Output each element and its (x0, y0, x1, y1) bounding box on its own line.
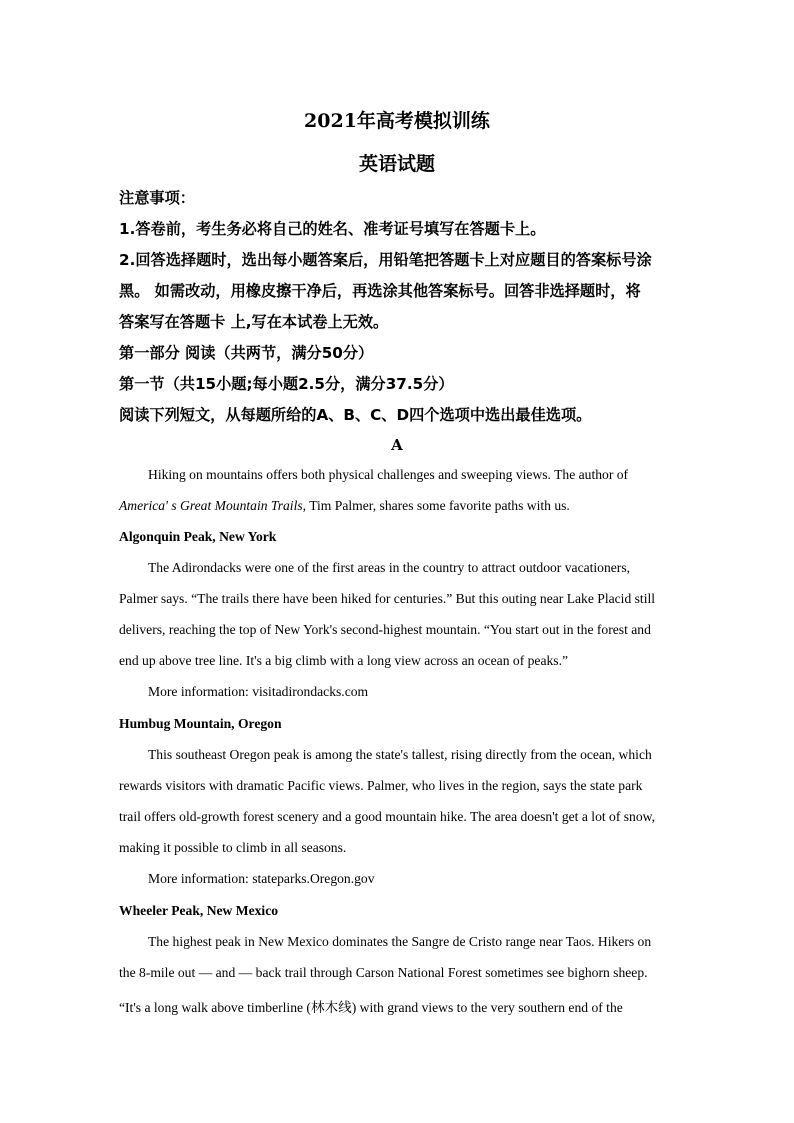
paragraph-line: rewards visitors with dramatic Pacific views. Palmer, who lives in the region, says the state park (119, 778, 643, 793)
instruction-line: 1.答卷前，考生务必将自己的姓名、准考证号填写在答题卡上。 (119, 220, 546, 238)
paragraph-line: The highest peak in New Mexico dominates the Sangre de Cristo range near Taos. Hikers on (148, 934, 652, 949)
exam-title: 2021年高考模拟训练 (304, 110, 490, 132)
trail-heading-algonquin: Algonquin Peak, New York (119, 529, 277, 544)
passage-intro-line: Hiking on mountains offers both physical challenges and sweeping views. The author of (148, 467, 629, 482)
paragraph-line: This southeast Oregon peak is among the state's tallest, rising directly from the ocean, which (148, 747, 652, 762)
paragraph-line: The Adirondacks were one of the first areas in the country to attract outdoor vacationers, (148, 560, 631, 575)
paragraph-line: “It's a long walk above timberline (林木线) with grand views to the very southern end of the (119, 1000, 623, 1015)
passage-intro-line (119, 498, 679, 514)
reading-directions: 阅读下列短文，从每题所给的A、B、C、D四个选项中选出最佳选项。 (119, 406, 592, 424)
instruction-line: 2.回答选择题时，选出每小题答案后，用铅笔把答题卡上对应题目的答案标号涂 (119, 251, 652, 269)
paragraph-line: end up above tree line. It's a big climb with a long view across an ocean of peaks.” (119, 653, 569, 668)
paragraph-line: trail offers old-growth forest scenery and a good mountain hike. The area doesn't get a lot of snow, (119, 809, 655, 824)
part-one-heading: 第一部分 阅读（共两节，满分50分） (119, 344, 374, 362)
paragraph-line: Palmer says. “The trails there have been hiked for centuries.” But this outing near Lake Placid still (119, 591, 656, 606)
more-info-line: More information: visitadirondacks.com (148, 684, 369, 699)
section-one-heading: 第一节（共15小题;每小题2.5分，满分37.5分） (119, 375, 454, 393)
book-title: America' s Great Mountain Trails (119, 498, 303, 513)
instruction-line: 黑。 如需改动，用橡皮擦干净后，再选涂其他答案标号。回答非选择题时，将 (119, 282, 641, 300)
exam-subtitle: 英语试题 (358, 153, 435, 175)
more-info-line: More information: stateparks.Oregon.gov (148, 871, 375, 886)
instructions-heading: 注意事项： (119, 189, 195, 207)
passage-label: A (391, 436, 403, 454)
trail-heading-wheeler: Wheeler Peak, New Mexico (119, 903, 279, 918)
paragraph-line: making it possible to climb in all seasons. (119, 840, 347, 855)
paragraph-line: the 8-mile out — and — back trail through Carson National Forest sometimes see bighorn sheep. (119, 965, 648, 980)
instruction-line: 答案写在答题卡 上,写在本试卷上无效。 (119, 313, 389, 331)
paragraph-line: delivers, reaching the top of New York's second-highest mountain. “You start out in the forest and (119, 622, 651, 637)
intro-text: , Tim Palmer, shares some favorite paths with us. (302, 498, 570, 513)
trail-heading-humbug: Humbug Mountain, Oregon (119, 716, 282, 731)
